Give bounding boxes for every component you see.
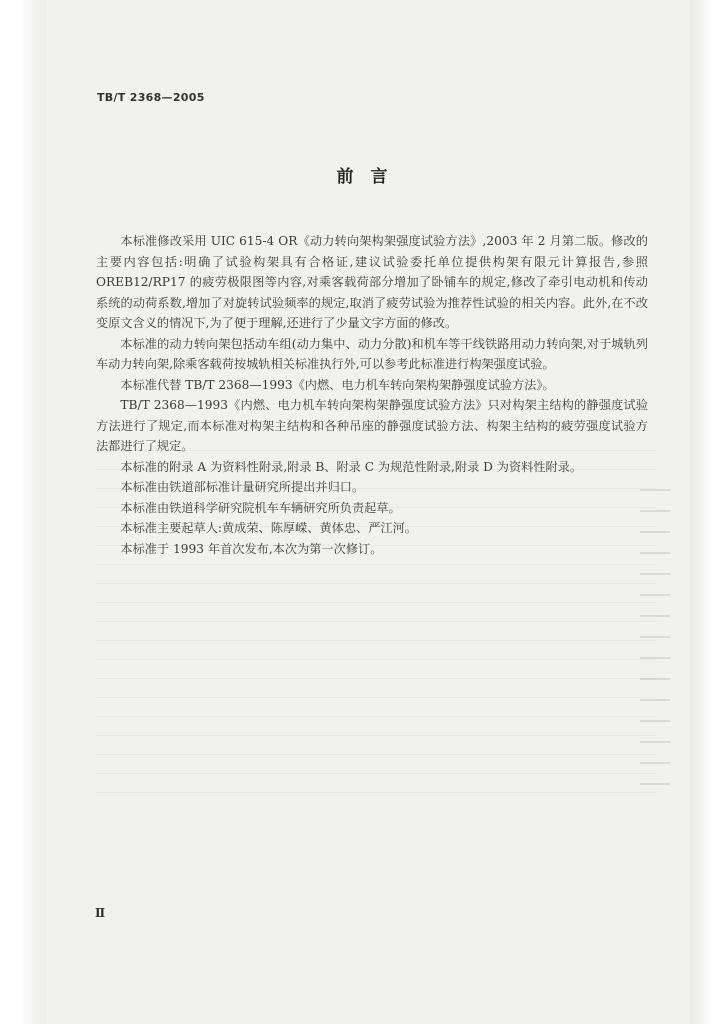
paragraph: 本标准由铁道科学研究院机车车辆研究所负责起草。 [120,500,401,515]
document-code: TB/T 2368—2005 [97,91,205,104]
paragraph: 本标准主要起草人:黄成荣、陈厚嵘、黄体忠、严江河。 [120,521,417,535]
foreword-body [96,231,648,559]
paragraph: 本标准的动力转向架包括动车组(动力集中、动力分散)和机车等干线铁路用动力转向架,对于城轨列车动力转向架,除乘客载荷按城轨相关标准执行外,可以参考此标准进行构架强度试验。 [96,336,648,371]
paragraph: 本标准的附录 A 为资料性附录,附录 B、附录 C 为规范性附录,附录 D 为资料性附录。 [120,459,583,474]
page-title: 前 言 [336,167,388,187]
paragraph: 本标准修改采用 UIC 615-4 OR《动力转向架构架强度试验方法》,2003 年 2 月第二版。修改的主要内容包括:明确了试验构架具有合格证,建议试验委托单位提供构架有限元计算报告,参照 OREB12/RP17 的疲劳极限图等内容,对乘客载荷部分增加了卧铺车的规定,修改了牵引电动机和传动系统的动荷系数,增加了对旋转试验频率的规定,取消了疲劳试验为推荐性试验的相关内容。此外,在不改变原文含义的情况下,为了便于理解,还进行了少量文字方面的修改。 [96,234,648,330]
scan-right-edge [690,0,724,1024]
paragraph: 本标准代替 TB/T 2368—1993《内燃、电力机车转向架构架静强度试验方法》。 [120,377,555,392]
paragraph: 本标准由铁道部标准计量研究所提出并归口。 [120,480,365,494]
paragraph: 本标准于 1993 年首次发布,本次为第一次修订。 [120,541,383,556]
scan-left-edge [0,0,46,1024]
paragraph: TB/T 2368—1993《内燃、电力机车转向架构架静强度试验方法》只对构架主结构的静强度试验方法进行了规定,而本标准对构架主结构和各种吊座的静强度试验方法、构架主结构的疲劳强度试验方法都进行了规定。 [96,398,648,453]
page-number: Ⅱ [95,906,106,920]
